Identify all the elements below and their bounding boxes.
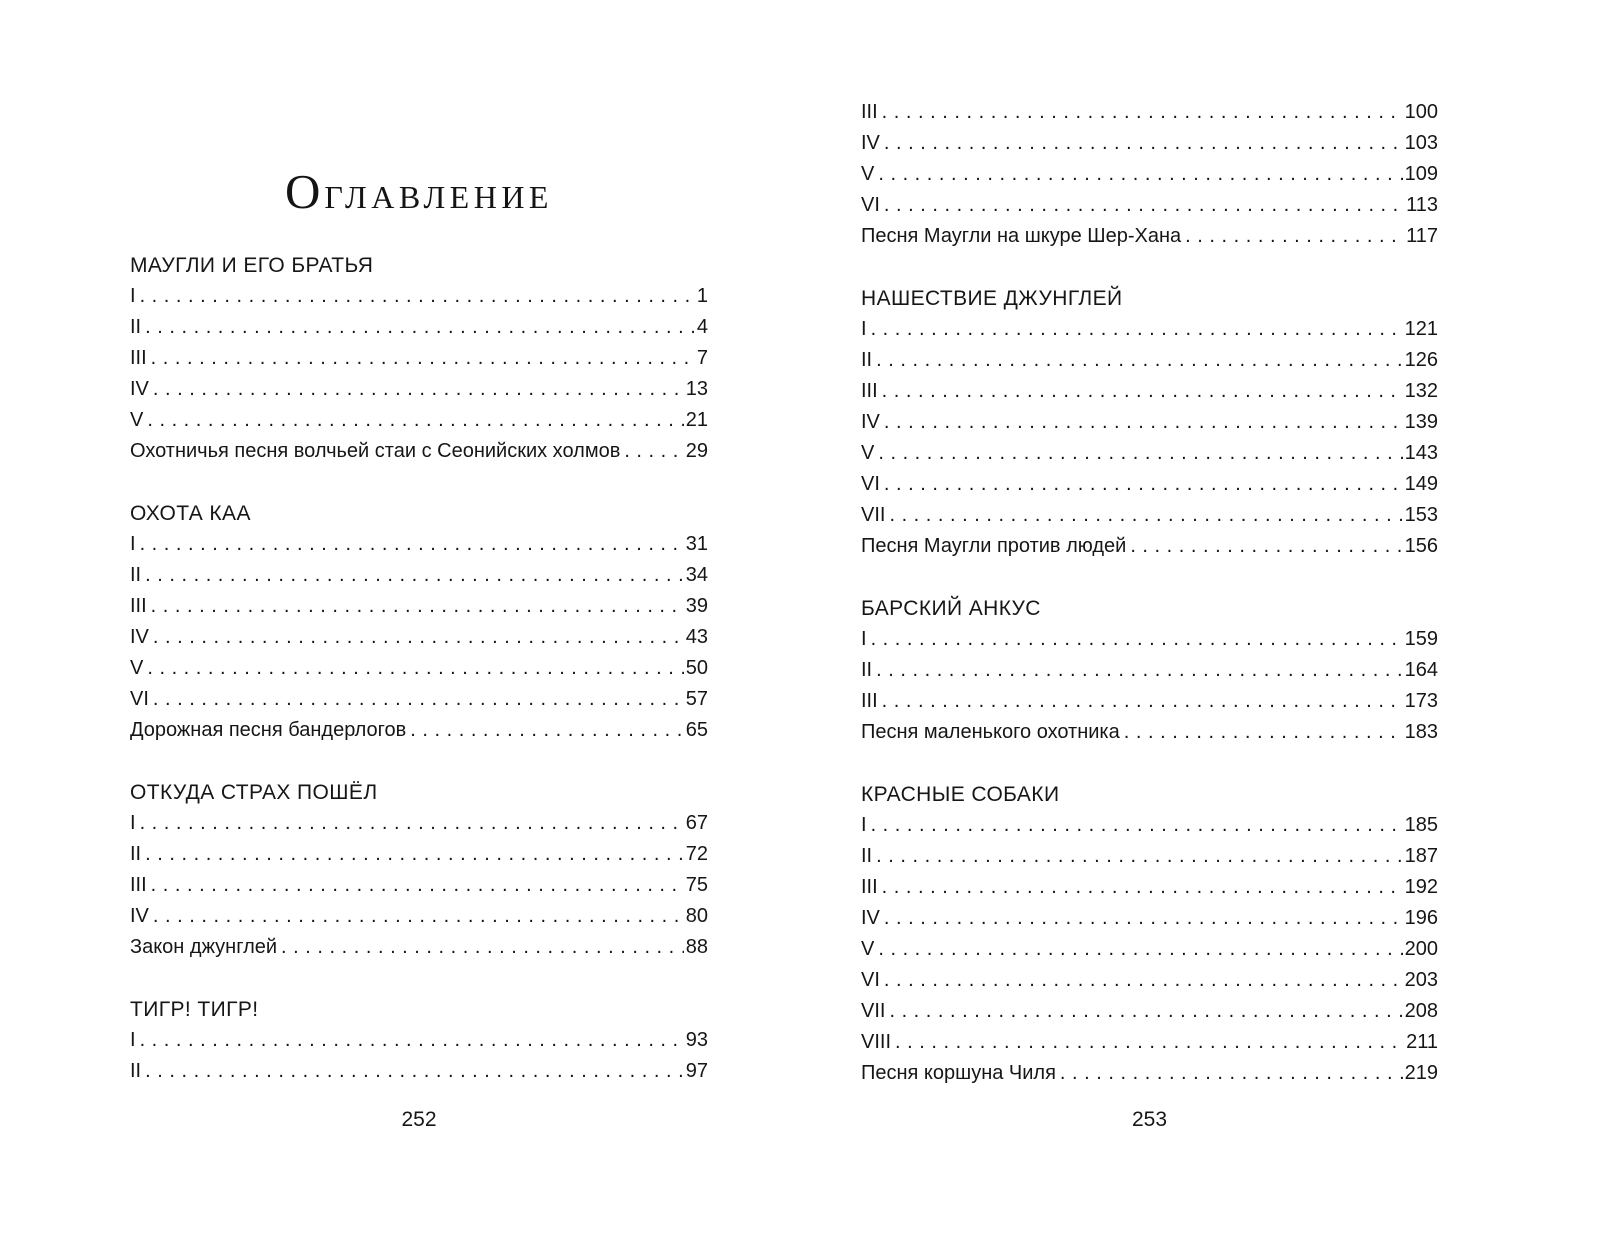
toc-entry-page: 93 — [685, 1029, 708, 1051]
dot-leader — [871, 810, 1403, 841]
dot-leader — [882, 872, 1403, 903]
toc-entry-page: 65 — [685, 719, 708, 741]
dot-leader — [153, 684, 684, 715]
toc-entry — [130, 1056, 708, 1087]
toc-entry — [130, 839, 708, 870]
dot-leader — [624, 436, 683, 467]
toc-entry-page: 21 — [685, 409, 708, 431]
toc-entry-page: 103 — [1404, 132, 1438, 154]
toc-entry-page: 126 — [1404, 349, 1438, 371]
toc-section-header: ОТКУДА СТРАХ ПОШЁЛ — [130, 781, 378, 804]
toc-section-header: НАШЕСТВИЕ ДЖУНГЛЕЙ — [861, 287, 1123, 310]
toc-entry-label: II — [130, 564, 142, 586]
dot-leader — [147, 653, 683, 684]
toc-entry-label: VIII — [861, 1031, 892, 1053]
dot-leader — [1060, 1058, 1403, 1089]
dot-leader — [1130, 531, 1402, 562]
toc-entry — [130, 405, 708, 436]
toc-entry-label: Дорожная песня бандерлогов — [130, 719, 407, 741]
dot-leader — [140, 281, 695, 312]
toc-entry — [861, 872, 1438, 903]
dot-leader — [151, 870, 684, 901]
right-sections — [861, 97, 1438, 1089]
toc-entry-label: Охотничья песня волчьей стаи с Сеонийских холмов — [130, 440, 621, 462]
toc-entry — [130, 343, 708, 374]
dot-leader — [889, 996, 1402, 1027]
toc-entry-label: I — [861, 318, 867, 340]
toc-entry-page: 57 — [685, 688, 708, 710]
right-page — [861, 0, 1438, 1089]
dot-leader — [147, 405, 683, 436]
dot-leader — [871, 314, 1403, 345]
toc-entry-label: IV — [130, 378, 149, 400]
toc-title-initial: О — [285, 164, 325, 219]
dot-leader — [884, 190, 1404, 221]
toc-entry-label: II — [861, 845, 873, 867]
toc-entry-label: III — [861, 380, 878, 402]
toc-entry — [861, 655, 1438, 686]
right-page-number: 253 — [1131, 1108, 1168, 1131]
toc-entry — [130, 870, 708, 901]
toc-entry-label: IV — [861, 132, 880, 154]
toc-entry-label: III — [130, 595, 147, 617]
toc-entry-label: V — [130, 657, 144, 679]
toc-entry-page: 211 — [1406, 1031, 1438, 1053]
toc-entry-page: 196 — [1404, 907, 1438, 929]
toc-entry-page: 164 — [1404, 659, 1438, 681]
toc-entry-page: 72 — [685, 843, 708, 865]
dot-leader — [882, 97, 1403, 128]
toc-entry — [130, 684, 708, 715]
toc-entry — [861, 841, 1438, 872]
dot-leader — [151, 591, 684, 622]
dot-leader — [876, 345, 1403, 376]
toc-entry-label: III — [130, 874, 147, 896]
toc-entry — [130, 374, 708, 405]
dot-leader — [140, 529, 684, 560]
toc-entry — [861, 903, 1438, 934]
dot-leader — [145, 1056, 684, 1087]
toc-entry-label: VI — [861, 194, 880, 216]
toc-entry-page: 156 — [1404, 535, 1438, 557]
toc-entry — [861, 1058, 1438, 1089]
toc-entry-page: 29 — [685, 440, 708, 462]
toc-entry — [861, 190, 1438, 221]
toc-entry-label: V — [130, 409, 144, 431]
toc-entry — [861, 500, 1438, 531]
toc-entry — [130, 312, 708, 343]
toc-entry-label: III — [861, 101, 878, 123]
toc-entry-page: 153 — [1404, 504, 1438, 526]
dot-leader — [889, 500, 1402, 531]
toc-entry-label: III — [861, 876, 878, 898]
toc-entry-label: Песня коршуна Чиля — [861, 1062, 1056, 1084]
dot-leader — [884, 469, 1403, 500]
toc-entry — [130, 591, 708, 622]
toc-entry — [861, 934, 1438, 965]
toc-entry-label: IV — [130, 626, 149, 648]
dot-leader — [884, 903, 1403, 934]
toc-entry-label: Песня маленького охотника — [861, 721, 1120, 743]
toc-entry — [130, 715, 708, 746]
toc-entry-label: II — [130, 1060, 142, 1082]
toc-section — [861, 97, 1438, 252]
toc-entry — [130, 436, 708, 467]
dot-leader — [895, 1027, 1404, 1058]
toc-entry-page: 117 — [1406, 225, 1438, 247]
toc-entry — [861, 438, 1438, 469]
toc-entry-label: II — [861, 349, 873, 371]
toc-entry — [861, 717, 1438, 748]
toc-entry — [861, 97, 1438, 128]
toc-entry — [861, 376, 1438, 407]
toc-entry-page: 97 — [685, 1060, 708, 1082]
toc-entry-page: 183 — [1404, 721, 1438, 743]
toc-entry-label: IV — [861, 411, 880, 433]
toc-entry — [861, 407, 1438, 438]
toc-entry-page: 7 — [696, 347, 708, 369]
dot-leader — [153, 901, 684, 932]
toc-entry-page: 113 — [1406, 194, 1438, 216]
toc-entry-page: 185 — [1404, 814, 1438, 836]
toc-entry-page: 34 — [685, 564, 708, 586]
toc-entry-page: 143 — [1404, 442, 1438, 464]
toc-entry-page: 43 — [685, 626, 708, 648]
dot-leader — [145, 312, 695, 343]
toc-title — [130, 166, 708, 218]
toc-section — [861, 779, 1438, 1089]
toc-entry — [861, 221, 1438, 252]
toc-entry-page: 203 — [1404, 969, 1438, 991]
toc-section — [130, 777, 708, 963]
toc-section-header: КРАСНЫЕ СОБАКИ — [861, 783, 1060, 806]
toc-entry-page: 208 — [1404, 1000, 1438, 1022]
toc-entry-page: 173 — [1404, 690, 1438, 712]
toc-entry — [130, 932, 708, 963]
toc-entry — [861, 810, 1438, 841]
toc-entry — [861, 686, 1438, 717]
left-page-number: 252 — [401, 1108, 437, 1131]
toc-entry — [130, 281, 708, 312]
dot-leader — [153, 622, 684, 653]
toc-entry-label: III — [130, 347, 147, 369]
toc-entry-page: 200 — [1404, 938, 1438, 960]
toc-entry — [861, 1027, 1438, 1058]
toc-entry-label: Закон джунглей — [130, 936, 278, 958]
toc-section-header: МАУГЛИ И ЕГО БРАТЬЯ — [130, 254, 374, 277]
toc-entry-label: I — [130, 533, 136, 555]
dot-leader — [410, 715, 684, 746]
toc-entry-label: IV — [861, 907, 880, 929]
toc-title-rest: ГЛАВЛЕНИЕ — [324, 179, 553, 215]
dot-leader — [882, 686, 1403, 717]
toc-entry-label: I — [130, 812, 136, 834]
toc-entry-page: 80 — [685, 905, 708, 927]
toc-section-header: ОХОТА КАА — [130, 502, 251, 525]
toc-entry-label: Песня Маугли на шкуре Шер-Хана — [861, 225, 1182, 247]
toc-entry — [130, 560, 708, 591]
toc-entry — [861, 159, 1438, 190]
toc-entry-page: 109 — [1404, 163, 1438, 185]
dot-leader — [876, 655, 1403, 686]
toc-entry-label: VI — [861, 969, 880, 991]
toc-entry-label: VI — [130, 688, 149, 710]
dot-leader — [140, 1025, 684, 1056]
left-sections — [130, 250, 708, 1087]
toc-section — [861, 283, 1438, 562]
toc-entry — [861, 996, 1438, 1027]
dot-leader — [153, 374, 684, 405]
toc-section — [861, 593, 1438, 748]
toc-entry-page: 192 — [1404, 876, 1438, 898]
toc-section — [130, 994, 708, 1087]
toc-entry — [130, 622, 708, 653]
dot-leader — [871, 624, 1403, 655]
dot-leader — [281, 932, 684, 963]
dot-leader — [884, 407, 1403, 438]
toc-entry-label: I — [130, 285, 136, 307]
toc-entry-label: I — [861, 628, 867, 650]
dot-leader — [151, 343, 695, 374]
toc-section — [130, 498, 708, 746]
toc-entry-label: I — [861, 814, 867, 836]
toc-entry-page: 121 — [1404, 318, 1438, 340]
toc-entry-page: 149 — [1404, 473, 1438, 495]
toc-entry-page: 132 — [1404, 380, 1438, 402]
toc-entry-label: VII — [861, 504, 886, 526]
dot-leader — [884, 128, 1403, 159]
toc-entry — [130, 808, 708, 839]
toc-entry — [861, 624, 1438, 655]
toc-entry — [861, 965, 1438, 996]
toc-entry — [130, 901, 708, 932]
toc-entry-page: 50 — [685, 657, 708, 679]
toc-entry-label: V — [861, 442, 875, 464]
toc-entry — [861, 314, 1438, 345]
toc-entry — [861, 128, 1438, 159]
toc-entry-label: V — [861, 938, 875, 960]
toc-entry — [861, 345, 1438, 376]
dot-leader — [145, 839, 684, 870]
toc-entry-label: V — [861, 163, 875, 185]
toc-entry — [130, 1025, 708, 1056]
toc-entry-label: IV — [130, 905, 149, 927]
toc-entry-label: Песня Маугли против людей — [861, 535, 1127, 557]
toc-entry-page: 4 — [696, 316, 708, 338]
dot-leader — [878, 934, 1402, 965]
toc-entry-page: 187 — [1404, 845, 1438, 867]
toc-entry-label: III — [861, 690, 878, 712]
dot-leader — [145, 560, 684, 591]
toc-entry-label: II — [130, 843, 142, 865]
dot-leader — [878, 159, 1402, 190]
toc-entry-page: 67 — [685, 812, 708, 834]
toc-entry-label: VII — [861, 1000, 886, 1022]
toc-entry-page: 100 — [1404, 101, 1438, 123]
left-page — [130, 0, 708, 1087]
toc-section-header: БАРСКИЙ АНКУС — [861, 597, 1041, 620]
toc-entry — [130, 529, 708, 560]
toc-entry-page: 139 — [1404, 411, 1438, 433]
dot-leader — [878, 438, 1402, 469]
dot-leader — [140, 808, 684, 839]
toc-entry-label: I — [130, 1029, 136, 1051]
dot-leader — [876, 841, 1403, 872]
toc-entry — [861, 531, 1438, 562]
toc-entry-page: 31 — [685, 533, 708, 555]
toc-entry-page: 219 — [1404, 1062, 1438, 1084]
toc-section-header: ТИГР! ТИГР! — [130, 998, 259, 1021]
dot-leader — [884, 965, 1403, 996]
toc-section — [130, 250, 708, 467]
toc-entry-label: II — [861, 659, 873, 681]
toc-entry-page: 1 — [696, 285, 708, 307]
toc-entry — [130, 653, 708, 684]
toc-entry-label: II — [130, 316, 142, 338]
toc-entry-page: 13 — [685, 378, 708, 400]
toc-entry-page: 75 — [685, 874, 708, 896]
toc-entry-page: 159 — [1404, 628, 1438, 650]
dot-leader — [1124, 717, 1403, 748]
toc-entry-page: 39 — [685, 595, 708, 617]
dot-leader — [882, 376, 1403, 407]
dot-leader — [1185, 221, 1404, 252]
toc-entry-label: VI — [861, 473, 880, 495]
toc-entry-page: 88 — [685, 936, 708, 958]
toc-entry — [861, 469, 1438, 500]
